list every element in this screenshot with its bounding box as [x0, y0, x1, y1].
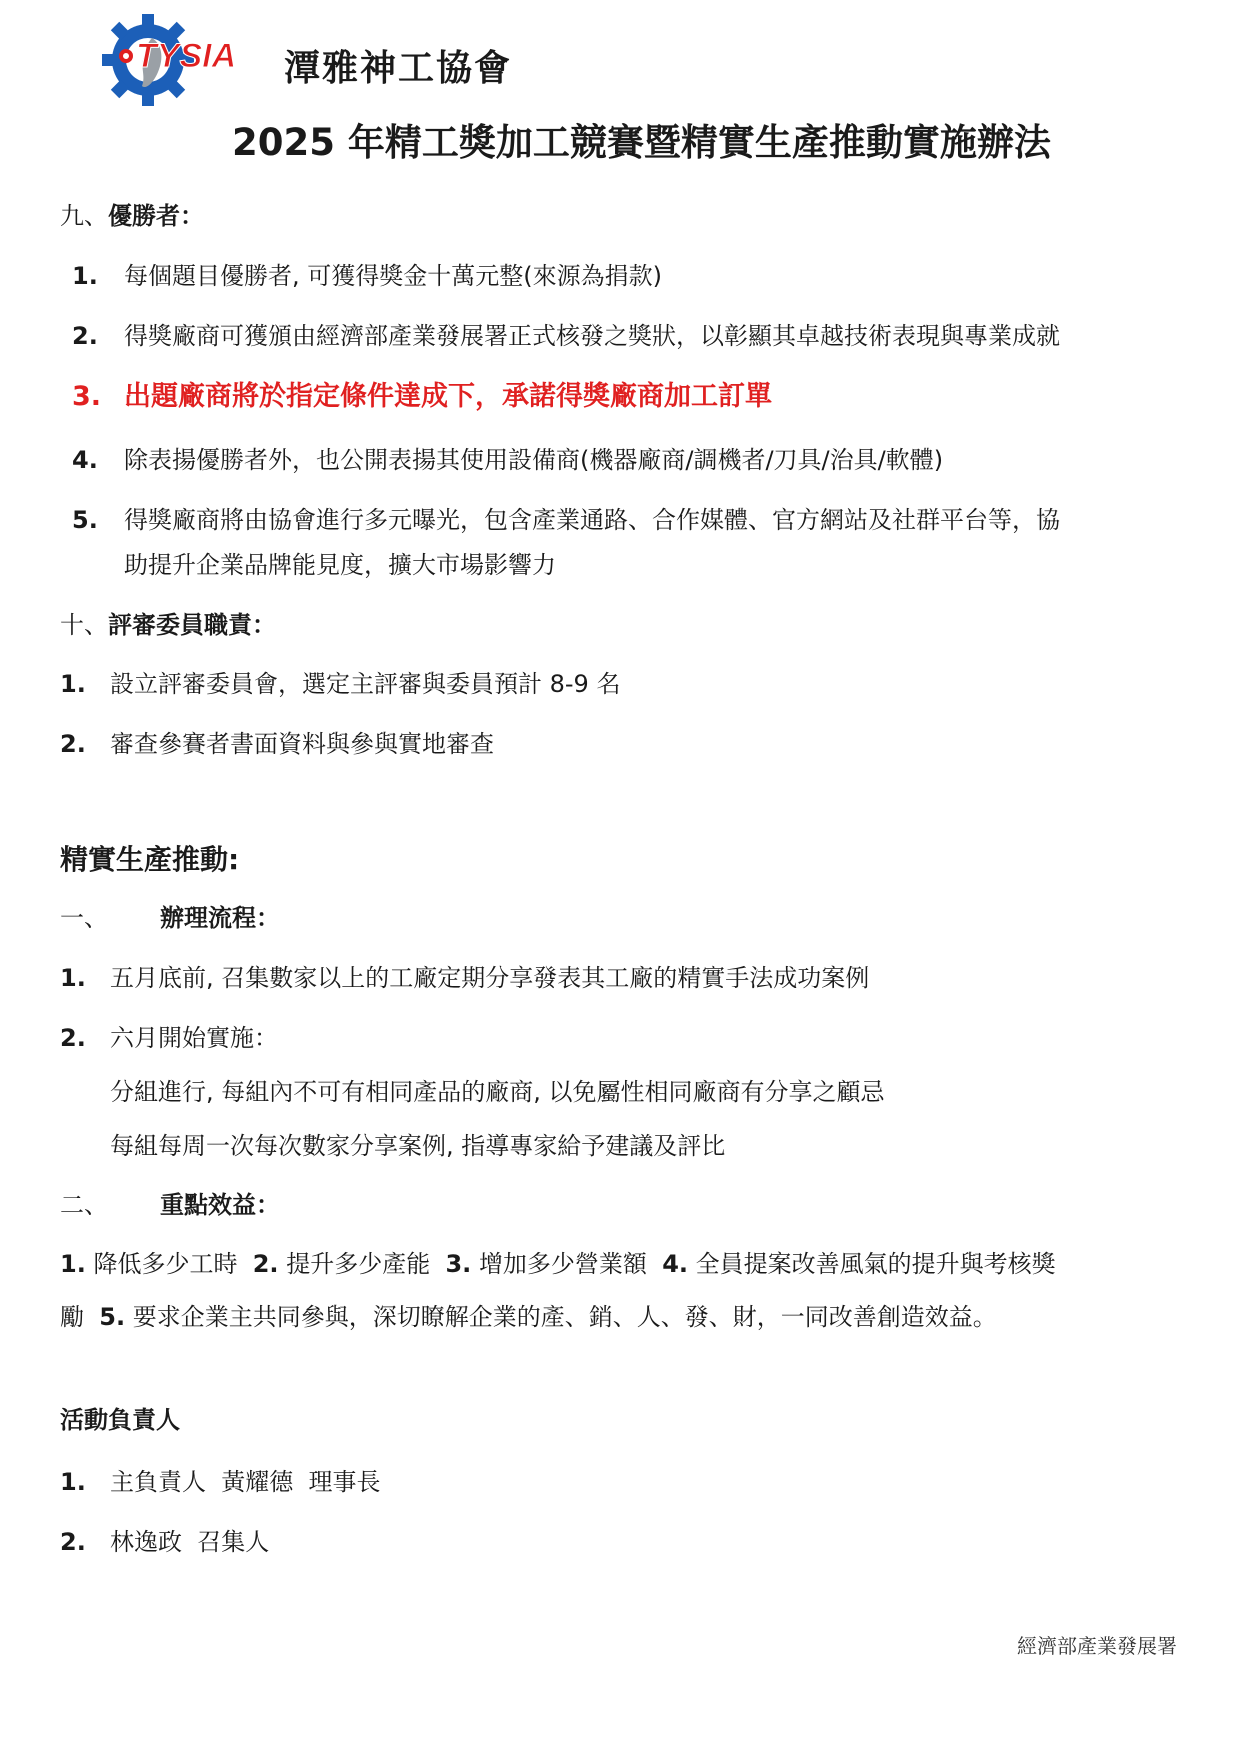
- item-number: 2.: [60, 1528, 86, 1556]
- lean-part-2-prefix: 二、: [60, 1191, 108, 1219]
- section-10-title: 評審委員職責：: [108, 611, 276, 639]
- section-9-item-4: [72, 440, 943, 475]
- item-number: 3.: [72, 381, 102, 412]
- lean-part-1-heading: [60, 898, 280, 933]
- item-number: 2.: [60, 730, 86, 758]
- benefit-number: 4.: [662, 1250, 689, 1278]
- item-number: 5.: [72, 506, 98, 534]
- lean-section-title: 精實生產推動:: [60, 843, 240, 876]
- footer-agency: 經濟部產業發展署: [1017, 1634, 1177, 1658]
- item-number: 1.: [60, 964, 86, 992]
- benefit-text: 要求企業主共同參與，深切瞭解企業的產、銷、人、發、財，一同改善創造效益。: [132, 1303, 997, 1331]
- gear-taiwan-logo-icon: [100, 10, 268, 110]
- lean-part-1-prefix: 一、: [60, 904, 108, 932]
- lean-part-1-sub-line-2: 每組每周一次每次數家分享案例, 指導專家給予建議及評比: [110, 1132, 726, 1160]
- lean-part-1-sub-line-1: 分組進行, 每組內不可有相同產品的廠商, 以免屬性相同廠商有分享之顧忌: [110, 1078, 885, 1106]
- lean-part-1-item-1: [60, 958, 869, 993]
- contacts-heading: 活動負責人: [60, 1406, 180, 1434]
- section-9-item-1: [72, 256, 662, 291]
- section-9-title: 優勝者：: [108, 202, 204, 230]
- item-text: 五月底前, 召集數家以上的工廠定期分享發表其工廠的精實手法成功案例: [110, 964, 870, 992]
- benefit-text: 提升多少產能: [286, 1250, 431, 1278]
- lean-part-1-title: 辦理流程：: [160, 904, 280, 932]
- section-10-item-1: [60, 664, 620, 699]
- section-9-heading: [60, 196, 204, 231]
- benefit-text: 增加多少營業額: [478, 1250, 647, 1278]
- item-number: 2.: [72, 322, 98, 350]
- item-text: 主負責人 黃耀德 理事長: [110, 1468, 381, 1496]
- benefit-number: 1.: [60, 1250, 86, 1278]
- lean-part-1-item-2: [60, 1018, 278, 1053]
- benefit-text-continued: 勵: [60, 1303, 84, 1331]
- benefit-text: 降低多少工時: [93, 1250, 238, 1278]
- item-text: 林逸政 召集人: [110, 1528, 270, 1556]
- contact-item-2: [60, 1522, 269, 1557]
- item-number: 2.: [60, 1024, 86, 1052]
- lean-part-2-title: 重點效益：: [160, 1191, 280, 1219]
- item-number: 1.: [60, 670, 86, 698]
- section-9-item-5-continued: 助提升企業品牌能見度，擴大市場影響力: [124, 551, 556, 579]
- benefit-number: 5.: [99, 1303, 126, 1331]
- section-9-prefix: 九、: [60, 202, 108, 230]
- lean-benefits-line-1: [60, 1244, 1056, 1279]
- item-text: 出題廠商將於指定條件達成下，承諾得獎廠商加工訂單: [124, 381, 772, 412]
- tysia-logo: [100, 10, 268, 110]
- section-9-item-5: [72, 500, 1060, 535]
- benefit-text: 全員提案改善風氣的提升與考核獎: [695, 1250, 1056, 1278]
- item-text: 除表揚優勝者外，也公開表揚其使用設備商(機器廠商/調機者/刀具/治具/軟體): [124, 446, 944, 474]
- item-text: 審查參賽者書面資料與參與實地審查: [110, 730, 494, 758]
- logo-text: TYSIA: [136, 37, 237, 75]
- section-10-item-2: [60, 724, 494, 759]
- document-title: 2025 年精工獎加工競賽暨精實生產推動實施辦法: [232, 121, 1051, 164]
- item-number: 4.: [72, 446, 98, 474]
- benefit-number: 2.: [252, 1250, 279, 1278]
- section-9-item-3-highlight: [72, 374, 772, 413]
- item-number: 1.: [72, 262, 98, 290]
- item-text: 每個題目優勝者, 可獲得獎金十萬元整(來源為捐款): [124, 262, 662, 290]
- lean-part-2-heading: [60, 1185, 280, 1220]
- organization-name: 潭雅神工協會: [284, 48, 513, 89]
- item-number: 1.: [60, 1468, 86, 1496]
- item-text: 設立評審委員會，選定主評審與委員預計 8-9 名: [110, 670, 621, 698]
- section-10-heading: [60, 605, 276, 640]
- contact-item-1: [60, 1462, 381, 1497]
- item-text: 六月開始實施：: [110, 1024, 278, 1052]
- item-text: 得獎廠商將由協會進行多元曝光，包含產業通路、合作媒體、官方網站及社群平台等，協: [124, 506, 1060, 534]
- section-10-prefix: 十、: [60, 611, 108, 639]
- lean-benefits-line-2: [60, 1297, 997, 1332]
- benefit-number: 3.: [445, 1250, 472, 1278]
- item-text: 得獎廠商可獲頒由經濟部產業發展署正式核發之獎狀，以彰顯其卓越技術表現與專業成就: [124, 322, 1060, 350]
- section-9-item-2: [72, 316, 1060, 351]
